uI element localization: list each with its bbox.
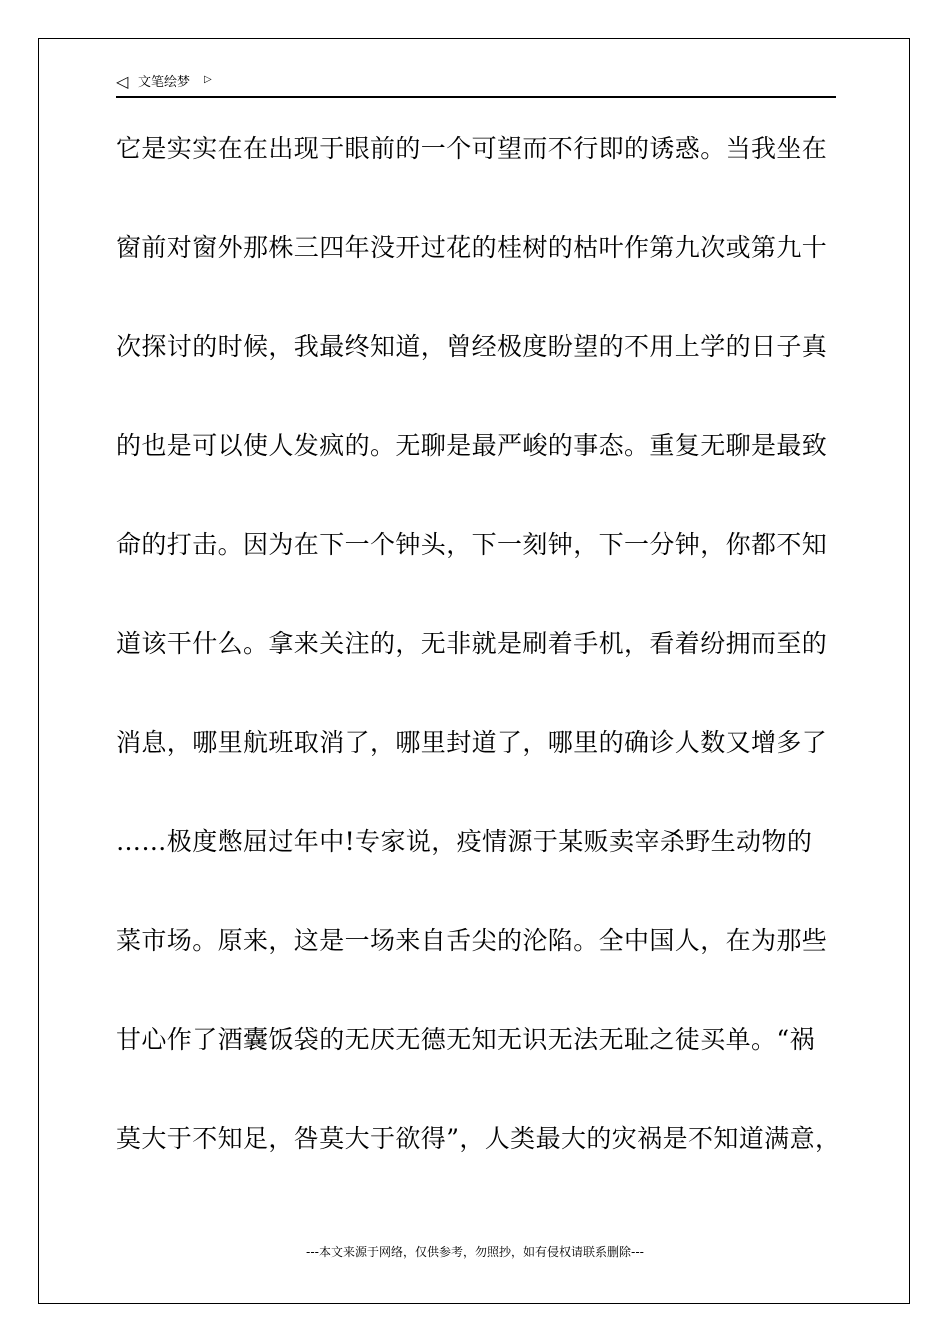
header-brand: 文笔绘梦 <box>138 75 191 90</box>
text-line: 它是实实在在出现于眼前的一个可望而不行即的诱惑。当我坐在 <box>116 134 828 163</box>
text-line: ……极度憋屈过年中!专家说，疫情源于某贩卖宰杀野生动物的 <box>116 827 813 856</box>
text-line: 甘心作了酒囊饭袋的无厌无德无知无识无法无耻之徒买单。“祸 <box>116 1025 815 1054</box>
text-line: 次探讨的时候，我最终知道，曾经极度盼望的不用上学的日子真 <box>116 332 828 361</box>
text-line: 消息，哪里航班取消了，哪里封道了，哪里的确诊人数又增多了 <box>116 728 828 757</box>
page-border <box>38 38 910 1304</box>
text-line: 命的打击。因为在下一个钟头，下一刻钟，下一分钟，你都不知 <box>116 530 828 559</box>
right-triangle-icon: ▷ <box>204 74 212 85</box>
text-line: 道该干什么。拿来关注的，无非就是刷着手机，看着纷拥而至的 <box>116 629 828 658</box>
text-line: 菜市场。原来，这是一场来自舌尖的沦陷。全中国人，在为那些 <box>116 926 828 955</box>
text-line: 窗前对窗外那株三四年没开过花的桂树的枯叶作第九次或第九十 <box>116 233 828 262</box>
left-triangle-icon: ◁ <box>116 72 129 91</box>
page-header <box>116 72 836 98</box>
text-line: 的也是可以使人发疯的。无聊是最严峻的事态。重复无聊是最致 <box>116 431 828 460</box>
text-line: 莫大于不知足，咎莫大于欲得”，人类最大的灾祸是不知道满意， <box>116 1124 841 1153</box>
footer-disclaimer: ---本文来源于网络，仅供参考，勿照抄，如有侵权请联系删除--- <box>306 1245 644 1259</box>
